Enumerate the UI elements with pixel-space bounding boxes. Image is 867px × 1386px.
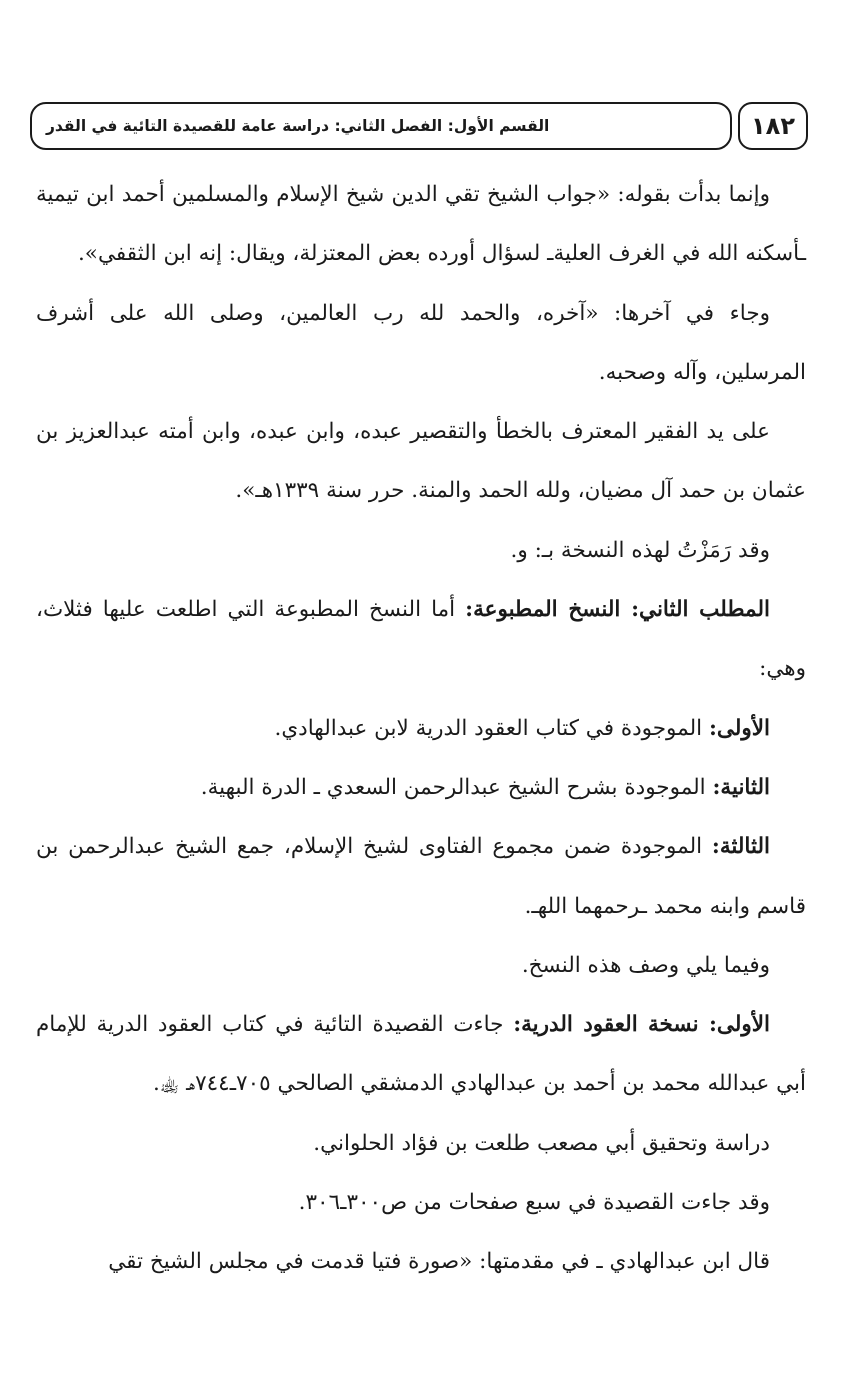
running-header xyxy=(30,102,808,152)
list-item-label: الأولى: xyxy=(708,715,770,741)
section-heading: المطلب الثاني: النسخ المطبوعة: xyxy=(465,597,770,623)
page-number: ١٨٢ xyxy=(738,102,808,150)
list-item xyxy=(36,699,806,758)
running-title: القسم الأول: الفصل الثاني: دراسة عامة للقصيدة التائية في القدر xyxy=(46,117,550,135)
paragraph-text: الموجودة في كتاب العقود الدرية لابن عبدالهادي. xyxy=(274,715,709,741)
paragraph xyxy=(36,1232,806,1291)
paragraph-text: قال ابن عبدالهادي ـ في مقدمتها: «صورة فتيا قدمت في مجلس الشيخ تقي xyxy=(108,1249,770,1275)
body-text xyxy=(36,165,806,1292)
paragraph xyxy=(36,521,806,580)
paragraph xyxy=(36,165,806,284)
paragraph-text: على يد الفقير المعترف بالخطأ والتقصير عبده، وابن عبده، وابن أمته عبدالعزيز بن عثمان بن حمد آل مضيان، ولله الحمد والمنة. حرر سنة ١٣٣٩هـ». xyxy=(36,419,806,504)
paragraph-text: وقد جاءت القصيدة في سبع صفحات من ص٣٠٠ـ٣٠٦. xyxy=(298,1190,770,1216)
paragraph-text: جاءت القصيدة التائية في كتاب العقود الدرية للإمام أبي عبدالله محمد بن أحمد بن عبدالهادي الدمشقي الصالحي ٧٠٥ـ٧٤٤هـ ﵀. xyxy=(36,1012,806,1097)
paragraph-text: وقد رَمَزْتُ لهذه النسخة بـ: و. xyxy=(510,537,770,563)
running-title-box xyxy=(30,102,732,150)
paragraph-text: وفيما يلي وصف هذه النسخ. xyxy=(521,952,770,978)
paragraph-text: وجاء في آخرها: «آخره، والحمد لله رب العالمين، وصلى الله على أشرف المرسلين، وآله وصحبه. xyxy=(36,300,806,385)
section-heading-paragraph xyxy=(36,580,806,699)
subsection-paragraph xyxy=(36,995,806,1114)
list-item-label: الثانية: xyxy=(712,774,770,800)
paragraph-text: الموجودة ضمن مجموع الفتاوى لشيخ الإسلام، جمع الشيخ عبدالرحمن بن قاسم وابنه محمد ـرحمهما اللهـ. xyxy=(36,834,806,919)
paragraph-text: أما النسخ المطبوعة التي اطلعت عليها فثلاث، وهي: xyxy=(36,597,806,682)
paragraph xyxy=(36,284,806,403)
paragraph-text: دراسة وتحقيق أبي مصعب طلعت بن فؤاد الحلواني. xyxy=(313,1130,770,1156)
paragraph xyxy=(36,936,806,995)
list-item-label: الثالثة: xyxy=(711,834,770,860)
paragraph xyxy=(36,1114,806,1173)
subsection-heading: الأولى: نسخة العقود الدرية: xyxy=(513,1012,770,1038)
paragraph xyxy=(36,402,806,521)
paragraph-text: وإنما بدأت بقوله: «جواب الشيخ تقي الدين شيخ الإسلام والمسلمين أحمد ابن تيمية ـأسكنه الله في الغرف العليةـ لسؤال أورده بعض المعتزلة، ويقال: إنه ابن الثقفي». xyxy=(36,182,806,267)
paragraph-text: الموجودة بشرح الشيخ عبدالرحمن السعدي ـ الدرة البهية. xyxy=(200,774,713,800)
list-item xyxy=(36,817,806,936)
list-item xyxy=(36,758,806,817)
paragraph xyxy=(36,1173,806,1232)
